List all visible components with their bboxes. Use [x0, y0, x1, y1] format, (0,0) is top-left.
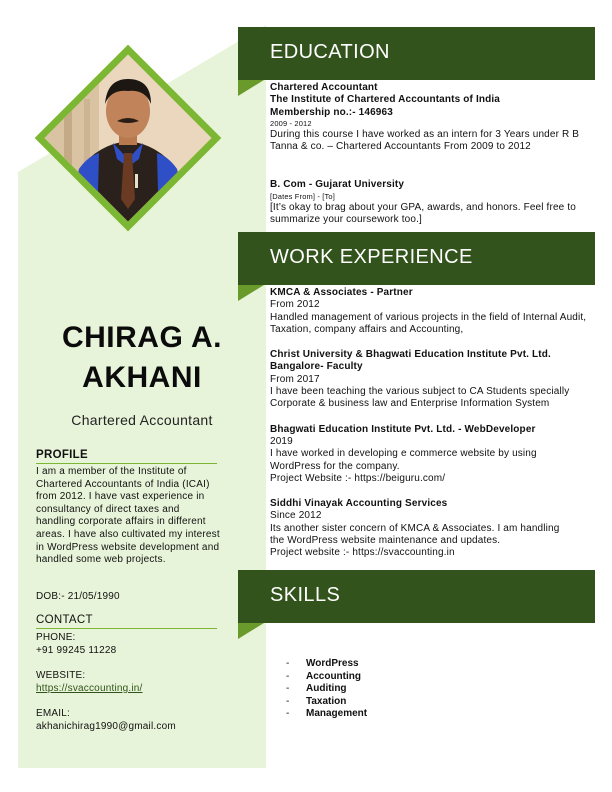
- education-degree: B. Com - Gujarat University: [270, 179, 405, 191]
- photo-image: [45, 55, 212, 222]
- work-period: From 2017: [270, 373, 320, 385]
- membership-number: Membership no.:- 146963: [270, 106, 393, 118]
- website-label: WEBSITE:: [36, 670, 86, 682]
- skill-item: - Auditing: [286, 683, 347, 694]
- education-description: During this course I have worked as an intern for 3 Years under R B Tanna & co. – Chartered Accountants From 2009 to 2012: [270, 128, 580, 153]
- work-project-link: Project Website :- https://beiguru.com/: [270, 472, 446, 484]
- work-period: From 2012: [270, 299, 320, 311]
- work-title: Siddhi Vinayak Accounting Services: [270, 498, 448, 510]
- contact-heading: CONTACT: [36, 614, 217, 629]
- email-value: akhanichirag1990@gmail.com: [36, 720, 176, 732]
- education-institution: The Institute of Chartered Accountants of India: [270, 94, 501, 106]
- education-dates: [Dates From] - [To]: [270, 191, 335, 201]
- date-of-birth: DOB:- 21/05/1990: [36, 591, 120, 602]
- education-description: [It’s okay to brag about your GPA, awards, and honors. Feel free to summarize your coursework too.]: [270, 201, 576, 226]
- candidate-name: [18, 318, 266, 398]
- skill-item: - Taxation: [286, 695, 347, 707]
- skill-item: - Accounting: [286, 670, 361, 682]
- work-period: Since 2012: [270, 510, 322, 522]
- work-item: [270, 349, 570, 410]
- work-item: [270, 287, 590, 336]
- work-title: KMCA & Associates - Partner: [270, 287, 413, 298]
- work-description: Its another sister concern of KMCA & Associates. I am handling the WordPress website maintenance and updates.: [270, 522, 560, 547]
- work-experience-heading: WORK EXPERIENCE: [270, 246, 473, 268]
- education-heading: EDUCATION: [270, 41, 390, 63]
- skills-heading: SKILLS: [270, 584, 341, 606]
- profile-photo: [35, 45, 221, 231]
- contact-block: [36, 632, 221, 734]
- name-line-1: CHIRAG A.: [61, 321, 223, 354]
- skill-item: - WordPress: [286, 658, 359, 669]
- skills-list: [286, 658, 367, 721]
- phone-value: +91 99245 11228: [36, 644, 117, 656]
- education-degree: Chartered Accountant: [270, 82, 378, 93]
- email-label: EMAIL:: [36, 708, 70, 720]
- work-section: [270, 287, 590, 573]
- skill-item: - Management: [286, 708, 368, 719]
- work-experience-header: [238, 232, 595, 285]
- work-title: Christ University & Bhagwati Education Institute Pvt. Ltd. Bangalore- Faculty: [270, 349, 551, 373]
- work-period: 2019: [270, 435, 293, 447]
- name-line-2: AKHANI: [82, 361, 202, 394]
- education-item: [270, 179, 590, 226]
- work-item: [270, 424, 560, 485]
- profile-text: I am a member of the Institute of Chartered Accountants of India (ICAI) from 2012. I have vast experience in consultancy of direct taxes and handling corporate affairs in different areas. I have also cultivated my interest in WordPress website development and handled some web projects.: [36, 466, 220, 566]
- education-corner-triangle: [238, 80, 264, 96]
- skills-header: [238, 570, 595, 623]
- education-dates: 2009 - 2012: [270, 118, 312, 128]
- phone-label: PHONE:: [36, 632, 76, 643]
- website-link[interactable]: https://svaccounting.in/: [36, 682, 143, 694]
- work-item: [270, 498, 570, 559]
- skills-corner-triangle: [238, 623, 264, 639]
- education-section: [270, 82, 590, 239]
- work-title: Bhagwati Education Institute Pvt. Ltd. - WebDeveloper: [270, 423, 536, 435]
- work-corner-triangle: [238, 285, 264, 301]
- work-description: I have worked in developing e commerce website by using WordPress for the company.: [270, 448, 537, 472]
- education-item: [270, 82, 590, 153]
- job-title: Chartered Accountant: [71, 412, 213, 428]
- education-header: [238, 27, 595, 80]
- work-description: I have been teaching the various subject to CA Students specially Corporate & business law and Enterprise Information System: [270, 386, 570, 410]
- work-description: Handled management of various projects in the field of Internal Audit, Taxation, company affairs and Accounting,: [270, 311, 587, 335]
- profile-heading: PROFILE: [36, 449, 217, 464]
- work-project-link: Project website :- https://svaccounting.in: [270, 547, 455, 559]
